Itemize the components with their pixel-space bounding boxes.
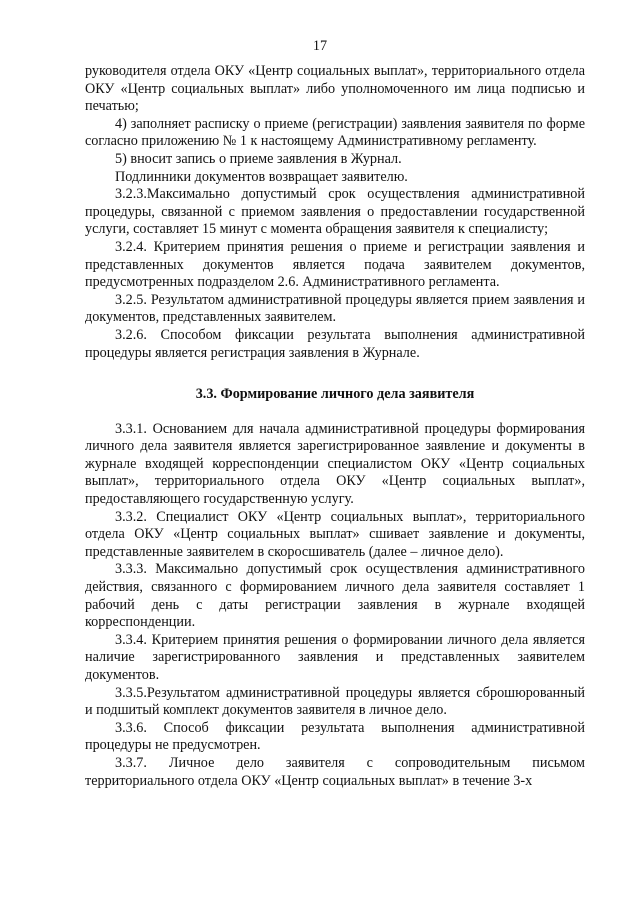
paragraph-item-4: 4) заполняет расписку о приеме (регистрации) заявления заявителя по форме согласно приложению № 1 к настоящему Административному регламенту. [85,115,585,150]
paragraph-3-3-3: 3.3.3. Максимально допустимый срок осуществления административного действия, связанного с формированием личного дела заявителя составляет 1 рабочий день с даты регистрации заявления в журнале входящей корреспонденции. [85,561,585,631]
page-number: 17 [312,38,328,54]
paragraph-3-2-3: 3.2.3.Максимально допустимый срок осуществления административной процедуры, связанной с приемом заявления о предоставлении государственной услуги, составляет 15 минут с момента обращения заявителя к специалисту; [85,186,585,238]
paragraph-3-3-7: 3.3.7. Личное дело заявителя с сопроводительным письмом территориального отдела ОКУ «Центр социальных выплат» в течение 3-х [85,754,585,789]
paragraph-3-2-5: 3.2.5. Результатом административной процедуры является прием заявления и документов, представленных заявителем. [85,291,585,326]
paragraph-3-3-6: 3.3.6. Способ фиксации результата выполнения административной процедуры не предусмотрен. [85,719,585,754]
paragraph-3-3-1: 3.3.1. Основанием для начала административной процедуры формирования личного дела заявителя является зарегистрированное заявление и документы в журнале входящей корреспонденции специалистом ОКУ «Центр социальных выплат», территориального отдела ОКУ «Центр социальных выплат», предоставляющего государственную услугу. [85,420,585,508]
section-heading: 3.3. Формирование личного дела заявителя [195,386,475,403]
paragraph-3-3-4: 3.3.4. Критерием принятия решения о формировании личного дела является наличие зарегистрированного заявления и представленных заявителем документов. [85,631,585,683]
paragraph-continuation: руководителя отдела ОКУ «Центр социальных выплат», территориального отдела ОКУ «Центр социальных выплат» либо уполномоченного им лица подписью и печатью; [85,63,585,115]
paragraph-3-2-6: 3.2.6. Способом фиксации результата выполнения административной процедуры является регистрация заявления в Журнале. [85,326,585,361]
paragraph-originals-returned: Подлинники документов возвращает заявителю. [115,168,408,185]
paragraph-3-3-5: 3.3.5.Результатом административной процедуры является сброшюрованный и подшитый комплект документов заявителя в личное дело. [85,684,585,719]
document-body [85,63,585,790]
paragraph-item-5: 5) вносит запись о приеме заявления в Журнал. [115,150,402,167]
paragraph-3-2-4: 3.2.4. Критерием принятия решения о приеме и регистрации заявления и представленных документов является подача заявителем документов, предусмотренных подразделом 2.6. Административного регламента. [85,238,585,291]
paragraph-3-3-2: 3.3.2. Специалист ОКУ «Центр социальных выплат», территориального отдела ОКУ «Центр социальных выплат» сшивает заявление и документы, представленные заявителем в скоросшиватель (далее – личное дело). [85,508,585,560]
